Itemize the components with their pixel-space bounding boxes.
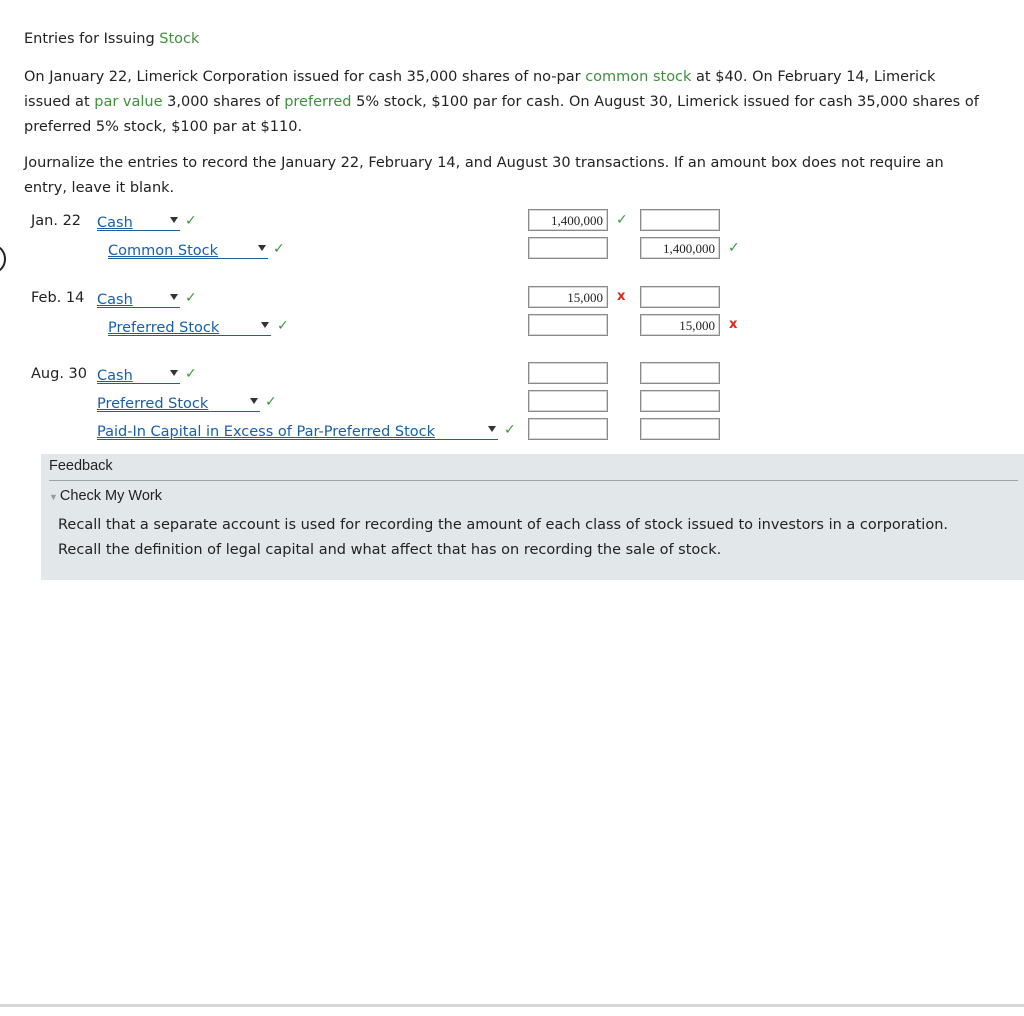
chevron-down-icon xyxy=(170,370,178,376)
credit-account-dropdown-feb[interactable]: Preferred Stock xyxy=(108,317,271,336)
check-icon: ✓ xyxy=(185,366,197,382)
feedback-title: Feedback xyxy=(49,458,113,474)
debit-amount-aug-row2[interactable] xyxy=(528,390,608,412)
circle-indicator xyxy=(0,245,6,273)
debit-account-dropdown-feb[interactable]: Cash xyxy=(97,289,180,308)
check-icon: ✓ xyxy=(185,213,197,229)
credit-amount-aug-row2[interactable] xyxy=(640,390,720,412)
debit-amount-aug-row1[interactable] xyxy=(528,362,608,384)
par-value-link[interactable]: par value xyxy=(94,94,163,110)
credit-amount-jan-debit-row[interactable] xyxy=(640,209,720,231)
chevron-down-icon xyxy=(170,217,178,223)
chevron-down-icon xyxy=(170,294,178,300)
check-my-work-toggle[interactable]: ▼ Check My Work xyxy=(49,488,162,504)
page-title: Entries for Issuing Stock xyxy=(24,31,200,47)
problem-line-3: preferred 5% stock, $100 par at $110. xyxy=(24,119,303,135)
instructions-line-2: entry, leave it blank. xyxy=(24,180,175,196)
debit-account-dropdown-aug[interactable]: Cash xyxy=(97,365,180,384)
debit-amount-feb[interactable]: 15,000 xyxy=(528,286,608,308)
feedback-line-1: Recall that a separate account is used for recording the amount of each class of stock issued to investors in a corporation. xyxy=(58,517,949,533)
credit-account-dropdown-jan[interactable]: Common Stock xyxy=(108,240,268,259)
date-jan-22: Jan. 22 xyxy=(31,213,82,229)
chevron-down-icon xyxy=(250,398,258,404)
check-icon: ✓ xyxy=(273,241,285,257)
check-icon: ✓ xyxy=(504,422,516,438)
incorrect-icon: x xyxy=(617,289,626,304)
bottom-divider xyxy=(0,1004,1024,1007)
credit-account-dropdown-aug-2[interactable]: Paid-In Capital in Excess of Par-Preferred Stock xyxy=(97,421,498,440)
credit-amount-jan[interactable]: 1,400,000 xyxy=(640,237,720,259)
triangle-down-icon: ▼ xyxy=(49,492,58,502)
chevron-down-icon xyxy=(488,426,496,432)
problem-line-2: issued at par value 3,000 shares of preferred 5% stock, $100 par for cash. On August 30, Limerick issued for cash 35,000 shares of xyxy=(24,94,979,110)
debit-amount-jan[interactable]: 1,400,000 xyxy=(528,209,608,231)
credit-account-dropdown-aug-1[interactable]: Preferred Stock xyxy=(97,393,260,412)
instructions-line-1: Journalize the entries to record the January 22, February 14, and August 30 transactions. If an amount box does not require an xyxy=(24,155,944,171)
incorrect-icon: x xyxy=(729,317,738,332)
debit-amount-aug-row3[interactable] xyxy=(528,418,608,440)
debit-amount-jan-credit-row[interactable] xyxy=(528,237,608,259)
debit-account-dropdown-jan[interactable]: Cash xyxy=(97,212,180,231)
date-aug-30: Aug. 30 xyxy=(31,366,87,382)
check-icon: ✓ xyxy=(728,240,740,256)
chevron-down-icon xyxy=(258,245,266,251)
common-stock-link[interactable]: common stock xyxy=(585,69,692,85)
date-feb-14: Feb. 14 xyxy=(31,290,85,306)
stock-link[interactable]: Stock xyxy=(159,31,200,47)
credit-amount-aug-row1[interactable] xyxy=(640,362,720,384)
credit-amount-aug-row3[interactable] xyxy=(640,418,720,440)
check-icon: ✓ xyxy=(185,290,197,306)
feedback-line-2: Recall the definition of legal capital and what affect that has on recording the sale of stock. xyxy=(58,542,722,558)
preferred-link[interactable]: preferred xyxy=(284,94,352,110)
debit-amount-feb-credit-row[interactable] xyxy=(528,314,608,336)
check-icon: ✓ xyxy=(265,394,277,410)
check-icon: ✓ xyxy=(277,318,289,334)
credit-amount-feb-debit-row[interactable] xyxy=(640,286,720,308)
chevron-down-icon xyxy=(261,322,269,328)
check-icon: ✓ xyxy=(616,212,628,228)
credit-amount-feb[interactable]: 15,000 xyxy=(640,314,720,336)
problem-line-1: On January 22, Limerick Corporation issued for cash 35,000 shares of no-par common stock at $40. On February 14, Limerick xyxy=(24,69,936,85)
feedback-divider xyxy=(49,480,1018,481)
